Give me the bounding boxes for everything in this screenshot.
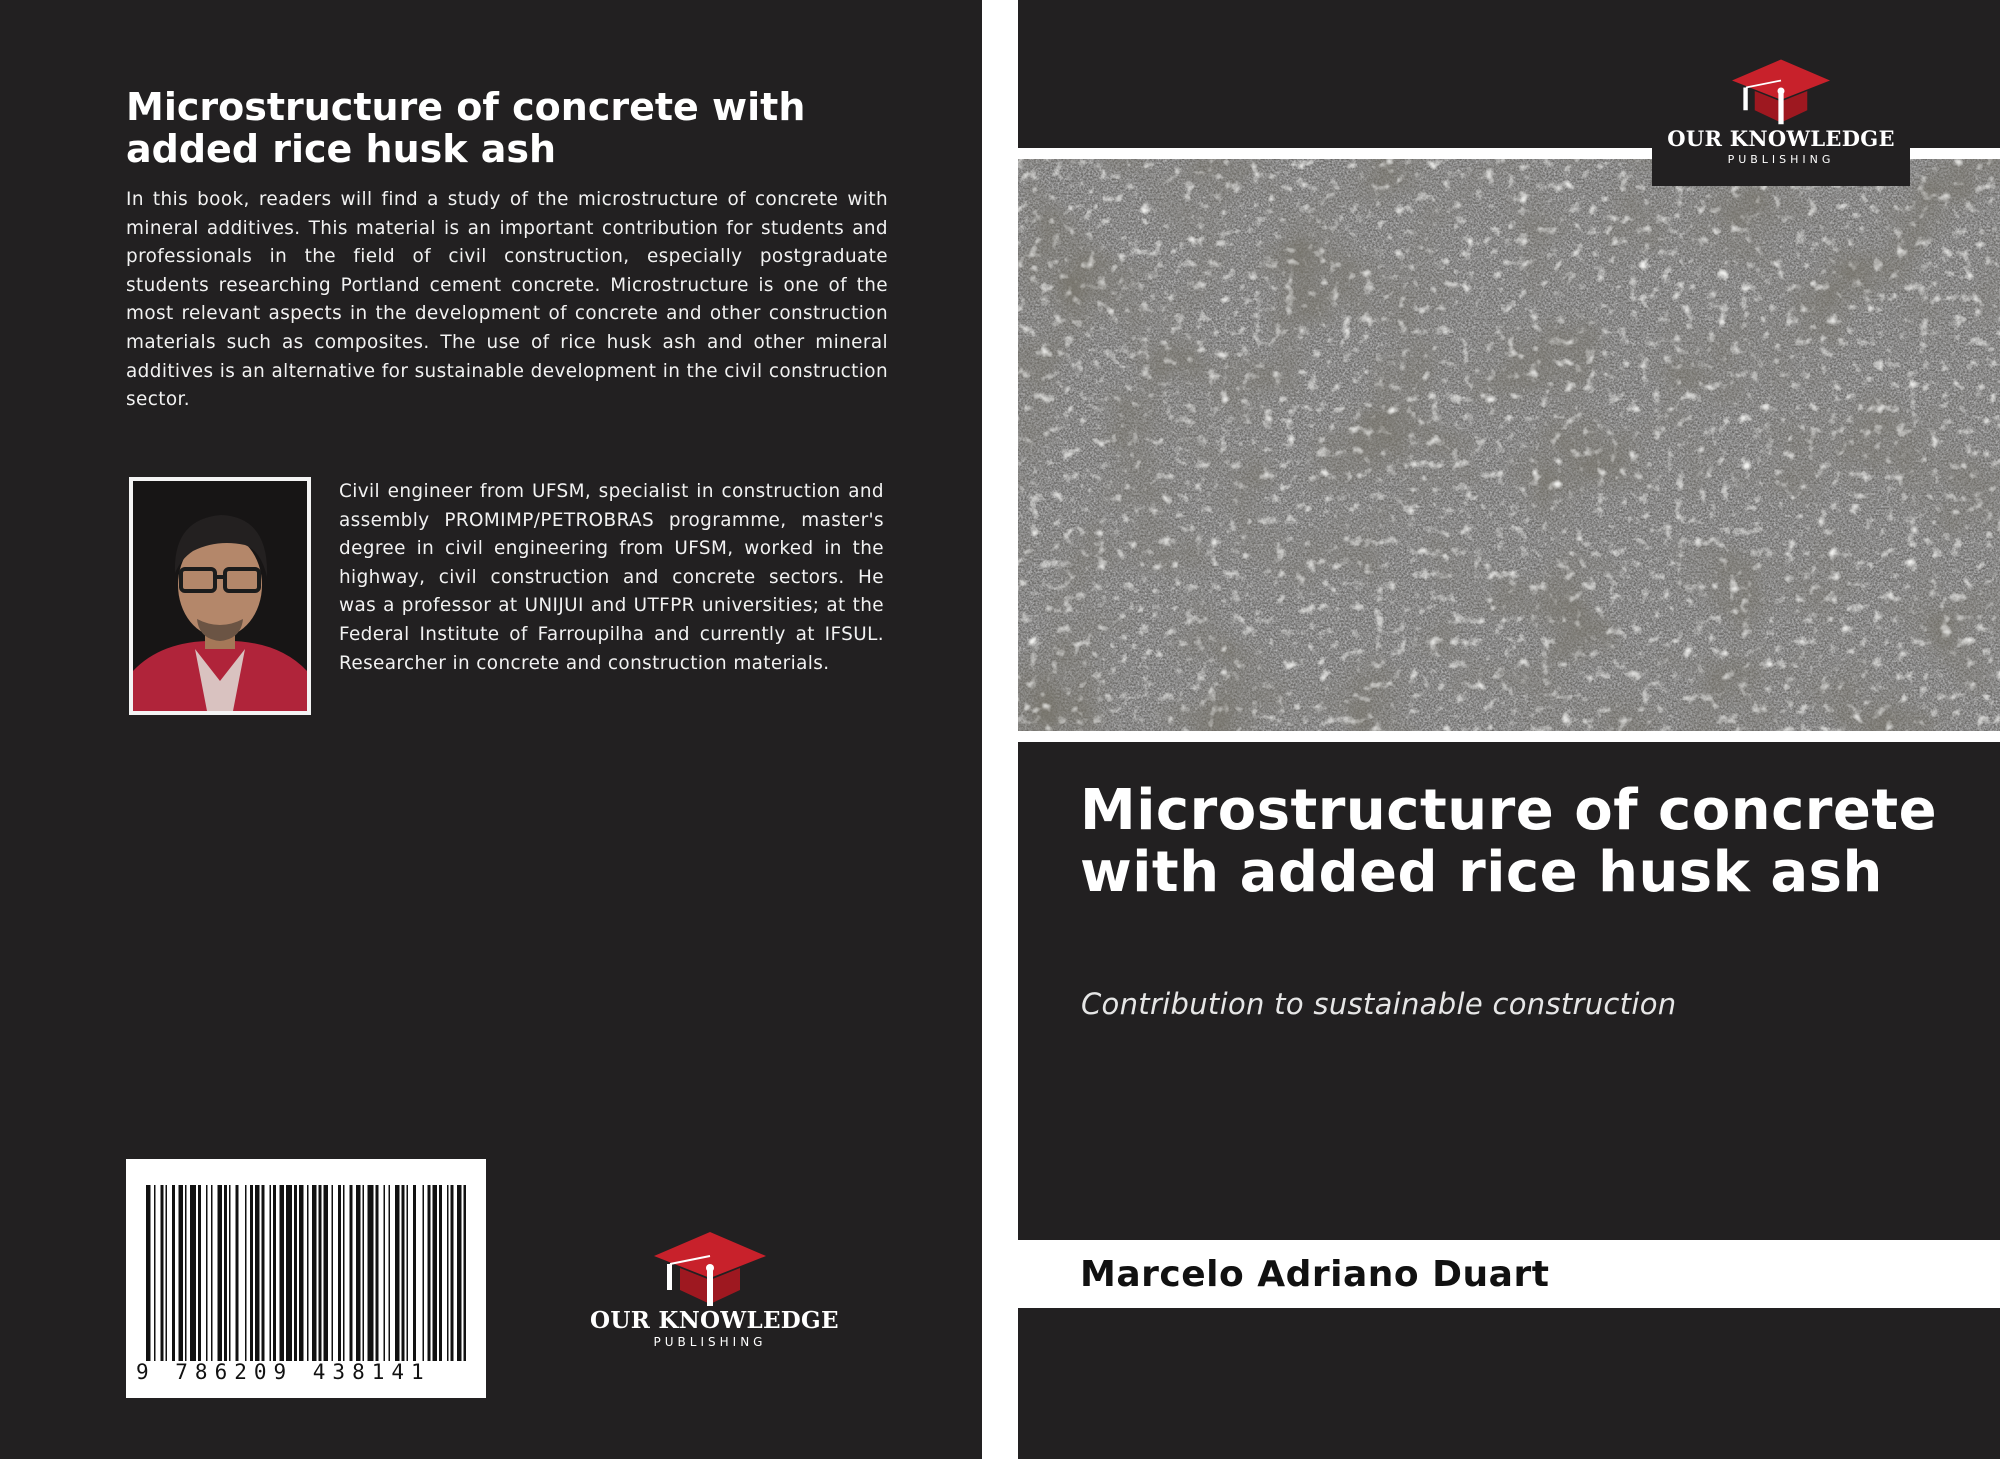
barcode-bar: [255, 1185, 260, 1361]
publisher-tagline: PUBLISHING: [1727, 153, 1835, 166]
barcode-bar: [319, 1185, 322, 1361]
barcode-bar: [433, 1185, 438, 1361]
publisher-logo-front: [1652, 56, 1910, 168]
barcode-bar: [245, 1185, 247, 1361]
barcode-bar: [166, 1185, 168, 1361]
barcode-bar: [179, 1185, 184, 1361]
barcode-bar: [384, 1185, 386, 1361]
barcode-bar: [206, 1185, 208, 1361]
barcode-bar: [451, 1185, 454, 1361]
barcode-bar: [332, 1185, 334, 1361]
front-cover-subtitle: Contribution to sustainable construction: [1081, 987, 1677, 1021]
barcode-bar: [343, 1185, 345, 1361]
barcode-bar: [307, 1185, 309, 1361]
back-cover-blurb: In this book, readers will find a study of the microstructure of concrete with mineral additives. This material is an important contribution for students and professionals in the field of civil construction, especially postgraduate students researching Portland cement concrete. Microstructure is one of the most relevant aspects in the development of concrete and other construction materials such as composites. The use of rice husk ash and other mineral additives is an alternative for sustainable development in the civil construction sector.: [126, 189, 888, 411]
barcode-bar: [286, 1185, 292, 1361]
barcode-bar: [190, 1185, 196, 1361]
concrete-texture-image: [1018, 159, 2000, 731]
barcode-bar: [250, 1185, 253, 1361]
barcode-bar: [368, 1185, 374, 1361]
barcode-bar: [338, 1185, 341, 1361]
barcode-bar: [402, 1185, 405, 1361]
isbn-digits: 9 786209 438141: [136, 1360, 431, 1384]
barcode-bar: [395, 1185, 400, 1361]
barcode-bar: [428, 1185, 431, 1361]
graduation-cap-icon: [1726, 56, 1836, 126]
isbn-barcode: [126, 1159, 486, 1398]
barcode-bar: [407, 1185, 409, 1361]
publisher-name: OUR KNOWLEDGE: [590, 1307, 839, 1334]
back-cover: [0, 0, 982, 1459]
barcode-bar: [350, 1185, 353, 1361]
concrete-texture-icon: [1018, 159, 2000, 731]
barcode-bar: [299, 1185, 304, 1361]
back-cover-title: Microstructure of concrete with added rice husk ash: [126, 85, 806, 171]
barcode-bar: [218, 1185, 223, 1361]
barcode-bar: [273, 1185, 276, 1361]
barcode-bar: [356, 1185, 361, 1361]
barcode-bar: [423, 1185, 425, 1361]
barcode-bar: [439, 1185, 442, 1361]
divider-line: [1018, 731, 2000, 742]
publisher-logo-badge: [1652, 0, 1910, 186]
barcode-bar: [280, 1185, 285, 1361]
publisher-name: OUR KNOWLEDGE: [1667, 126, 1895, 151]
barcode-bar: [464, 1185, 467, 1361]
barcode-bar: [389, 1185, 391, 1361]
barcode-bar: [154, 1185, 156, 1361]
author-name: Marcelo Adriano Duart: [1080, 1254, 1550, 1295]
barcode-bar: [294, 1185, 297, 1361]
book-spine: [982, 0, 1018, 1459]
barcode-bar: [262, 1185, 265, 1361]
barcode-bar: [211, 1185, 213, 1361]
author-band: [1018, 1240, 2000, 1308]
barcode-bar: [172, 1185, 175, 1361]
front-cover: [1018, 0, 2000, 1459]
graduation-cap-icon: [650, 1228, 770, 1308]
barcode-bar: [224, 1185, 227, 1361]
barcode-bar: [324, 1185, 329, 1361]
barcode-bar: [161, 1185, 164, 1361]
barcode-bar: [413, 1185, 416, 1361]
author-photo: [129, 477, 311, 715]
barcode-bar: [270, 1185, 272, 1361]
author-bio: Civil engineer from UFSM, specialist in construction and assembly PROMIMP/PETROBRAS programme, master's degree in civil engineering from UFSM, worked in the highway, civil construction and concrete sectors. He was a professor at UNIJUI and UTFPR universities; at the Federal Institute of Farroupilha and currently at IFSUL. Researcher in concrete and construction materials.: [339, 481, 884, 674]
barcode-bar: [236, 1185, 239, 1361]
barcode-bar: [376, 1185, 379, 1361]
barcode-bar: [447, 1185, 449, 1361]
front-cover-title: Microstructure of concrete with added rice husk ash: [1080, 778, 1938, 905]
publisher-logo-back: [590, 1228, 839, 1350]
barcode-bar: [363, 1185, 365, 1361]
publisher-tagline: PUBLISHING: [653, 1335, 767, 1349]
barcode-bars-icon: [146, 1185, 466, 1361]
barcode-bar: [198, 1185, 201, 1361]
barcode-bar: [229, 1185, 231, 1361]
author-portrait-icon: [133, 481, 307, 711]
barcode-bar: [146, 1185, 151, 1361]
barcode-bar: [312, 1185, 317, 1361]
barcode-bar: [185, 1185, 187, 1361]
barcode-bar: [457, 1185, 462, 1361]
